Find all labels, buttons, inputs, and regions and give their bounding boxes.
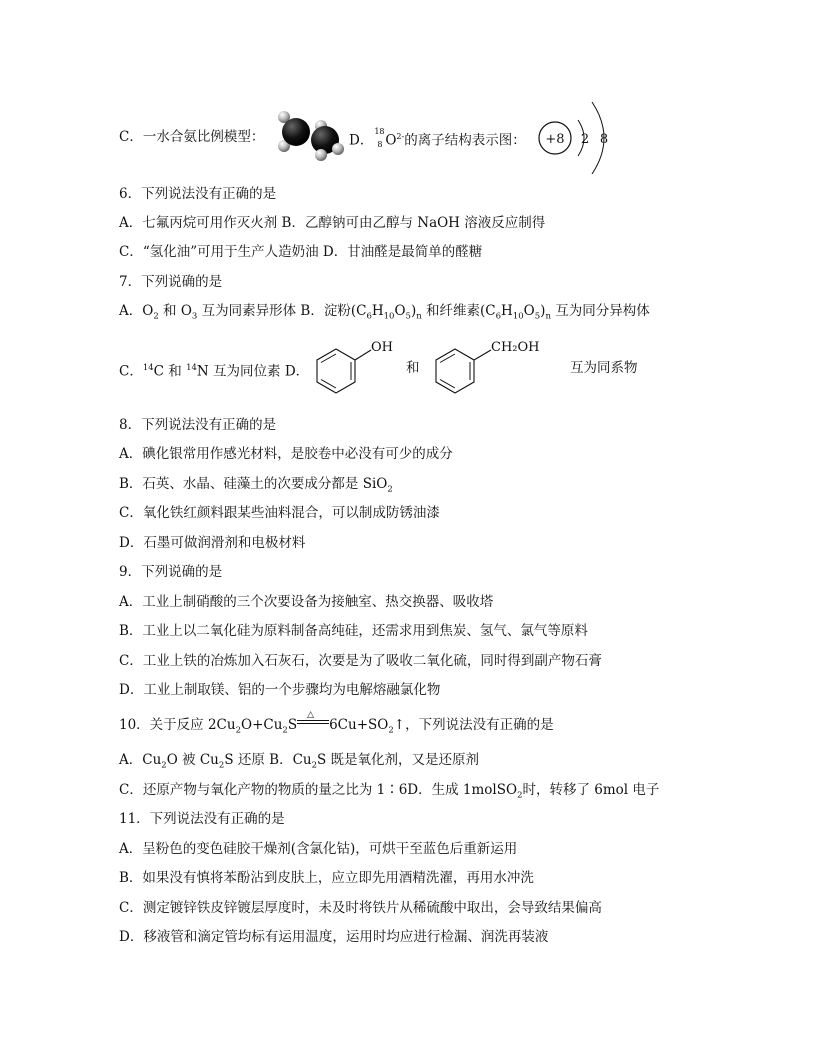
q7-and: 和 [406, 360, 420, 376]
q6-stem: 6．下列说法没有正确的是 [119, 186, 277, 202]
shell-2-electrons: 8 [599, 132, 609, 147]
q9-stem: 9．下列说确的是 [119, 564, 223, 580]
q11-option-b: B．如果没有慎将苯酚沾到皮肤上，应立即先用酒精洗濯，再用水冲洗 [119, 870, 534, 886]
q9-option-b: B．工业上以二氧化硅为原料制备高纯硅，还需求用到焦炭、氢气、氯气等原料 [119, 623, 588, 639]
q9-option-a: A．工业上制硝酸的三个次要设备为接触室、热交换器、吸收塔 [119, 594, 494, 610]
ammonia-water-space-filling-model [272, 108, 344, 166]
q5-option-d: D． 18 8 $O^{2-}$的离子结构表示图： [349, 127, 526, 149]
q6-options-cd: C．“氢化油”可用于生产人造奶油 D．甘油醛是最简单的醛糖 [119, 244, 483, 260]
benzyl-ch2oh-label: CH₂OH [491, 340, 540, 355]
q8-option-c: C．氧化铁红颜料跟某些油料混合，可以制成防锈油漆 [119, 505, 440, 521]
q5-option-c: C．一水合氨比例模型： [119, 129, 265, 145]
q11-option-d: D．移液管和滴定管均标有运用温度，运用时均应进行检漏、润洗再装液 [119, 929, 549, 945]
q11-option-a: A．呈粉色的变色硅胶干燥剂(含氯化钴)，可烘干至蓝色后重新运用 [119, 841, 518, 857]
q8-option-b: B．石英、水晶、硅藻土的次要成分都是 SiO$_2$ [119, 476, 393, 495]
benzyl-alcohol-structure [427, 335, 557, 399]
q10-options-ab: A．$Cu_2O$ 被 $Cu_2S$ 还原 B．$Cu_2S$ 既是氧化剂，又是还原剂 [119, 752, 480, 771]
shell-1-electrons: 2 [580, 132, 590, 147]
q8-option-d: D．石墨可做润滑剂和电极材料 [119, 535, 306, 551]
q11-option-c: C．测定镀锌铁皮锌镀层厚度时，未及时将铁片从稀硫酸中取出，会导致结果偏高 [119, 900, 602, 916]
oxygen-ion-structure-diagram [534, 100, 614, 176]
q9-option-c: C．工业上铁的冶炼加入石灰石，次要是为了吸收二氧化硫，同时得到副产物石膏 [119, 653, 602, 669]
q10-options-cd: C．还原产物与氧化产物的物质的量之比为 1∶6D．生成 1molSO$_2$时，转移了 6mol 电子 [119, 782, 660, 801]
q6-options-ab: A．七氟丙烷可用作灭火剂 B．乙醇钠可由乙醇与 NaOH 溶液反应制得 [119, 215, 546, 231]
nucleus-charge: +8 [545, 132, 565, 147]
phenol-oh-label: OH [371, 340, 393, 355]
q10-stem: 10．关于反应 $2Cu_2O+Cu_2S$ △ $6Cu+SO_2↑$，下列说法没有正确的是 [119, 710, 554, 736]
phenol-structure [308, 335, 393, 399]
q8-option-a: A．碘化银常用作感光材料，是胶卷中必没有可少的成分 [119, 446, 453, 462]
q9-option-d: D．工业上制取镁、铝的一个步骤均为电解熔融氯化物 [119, 682, 441, 698]
q7-tail: 互为同系物 [570, 360, 638, 376]
q7-options-ab: A．$O_2$ 和 $O_3$ 互为同素异形体 B．淀粉$(C_6H_{10}O_5)_n$ 和纤维素$(C_6H_{10}O_5)_n$ 互为同分异构体 [119, 303, 650, 322]
q5-options-line [119, 128, 264, 146]
isotope-notation: 18 8 [374, 127, 385, 149]
q8-stem: 8．下列说法没有正确的是 [119, 417, 277, 433]
q7-stem: 7．下列说确的是 [119, 274, 223, 290]
q7-options-cd: C．$^{14}$C 和 $^{14}$N 互为同位素 D． [119, 363, 310, 380]
heat-condition-arrow: △ [297, 716, 329, 734]
q11-stem: 11．下列说法没有正确的是 [119, 811, 285, 827]
